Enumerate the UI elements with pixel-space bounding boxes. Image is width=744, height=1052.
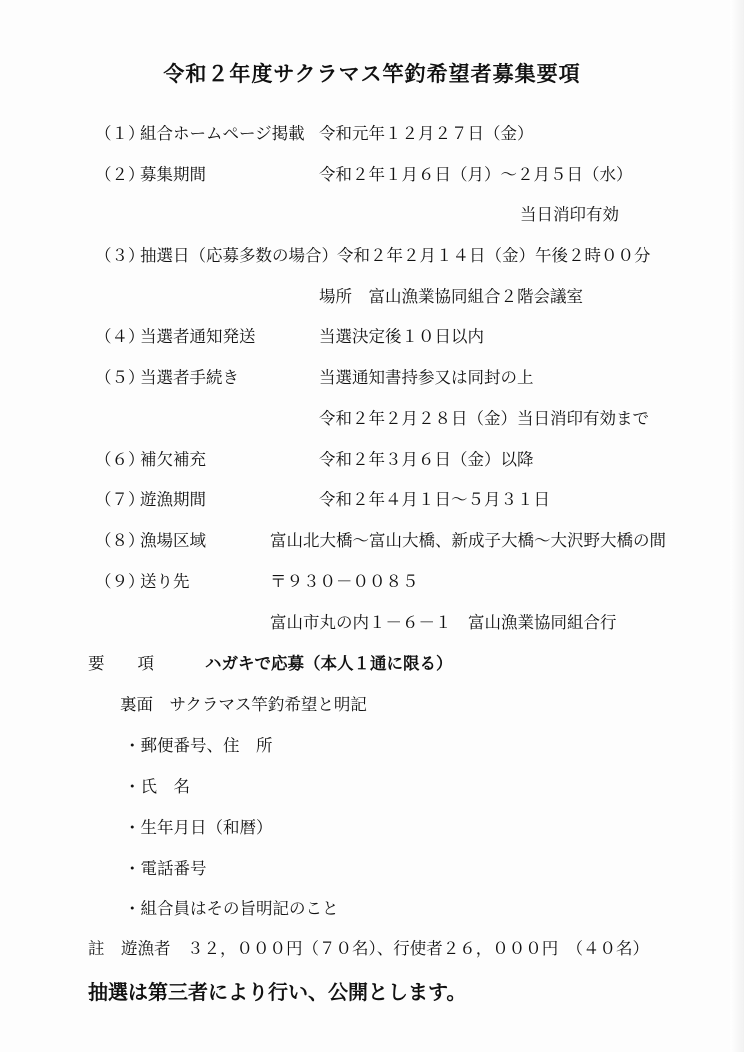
requirement-member-note: ・組合員はその旨明記のこと xyxy=(124,899,339,918)
closing-statement: 抽選は第三者により行い、公開とします。 xyxy=(88,980,467,1004)
item-1-value: 令和元年１２月２７日（金） xyxy=(319,124,534,143)
fee-note: 註 遊漁者 ３２，０００円（７０名）、行使者２６，０００円 （４０名） xyxy=(88,939,649,958)
item-6-label: 補欠補充 xyxy=(140,450,206,469)
item-4-value: 当選決定後１０日以内 xyxy=(319,327,484,346)
item-4-label: 当選者通知発送 xyxy=(140,327,256,346)
requirement-phone: ・電話番号 xyxy=(124,859,207,878)
item-5-label: 当選者手続き xyxy=(140,368,239,387)
item-6-value: 令和２年３月６日（金）以降 xyxy=(319,450,534,469)
requirements-headline: ハガキで応募（本人１通に限る） xyxy=(205,654,453,673)
document-title: 令和２年度サクラマス竿釣希望者募集要項 xyxy=(163,62,581,86)
item-3-note: 場所 富山漁業協同組合２階会議室 xyxy=(319,287,583,306)
item-3-label: 抽選日（応募多数の場合） xyxy=(140,246,338,265)
item-9-label: 送り先 xyxy=(140,572,190,591)
item-2-value: 令和２年１月６日（月）～２月５日（水） xyxy=(319,165,633,184)
item-4-number: （４） xyxy=(95,327,145,346)
item-3-number: （３） xyxy=(95,246,145,265)
item-6-number: （６） xyxy=(95,450,145,469)
item-7-value: 令和２年４月１日～５月３１日 xyxy=(319,490,550,509)
requirement-name: ・氏 名 xyxy=(124,777,190,796)
item-2-label: 募集期間 xyxy=(140,165,206,184)
scan-edge-shadow xyxy=(730,0,744,1052)
item-8-label: 漁場区域 xyxy=(140,531,206,550)
item-2-note: 当日消印有効 xyxy=(520,205,619,224)
item-7-label: 遊漁期間 xyxy=(140,490,206,509)
item-5-note: 令和２年２月２８日（金）当日消印有効まで xyxy=(319,409,649,428)
item-9-number: （９） xyxy=(95,572,145,591)
item-3-value: 令和２年２月１４日（金）午後２時００分 xyxy=(337,246,651,265)
item-9-address: 富山市丸の内１－６－１ 富山漁業協同組合行 xyxy=(270,613,617,632)
item-8-value: 富山北大橋～富山大橋、新成子大橋～大沢野大橋の間 xyxy=(270,531,666,550)
item-9-postal-code: 〒９３０－００８５ xyxy=(270,572,419,591)
requirements-back-side: 裏面 サクラマス竿釣希望と明記 xyxy=(120,695,367,714)
item-1-number: （１） xyxy=(95,124,145,143)
item-2-number: （２） xyxy=(95,165,145,184)
requirement-postal-address: ・郵便番号、住 所 xyxy=(124,736,273,755)
item-7-number: （７） xyxy=(95,490,145,509)
requirement-birthdate: ・生年月日（和暦） xyxy=(124,818,273,837)
item-1-label: 組合ホームページ掲載 xyxy=(140,124,305,143)
item-8-number: （８） xyxy=(95,531,145,550)
item-5-value: 当選通知書持参又は同封の上 xyxy=(319,368,534,387)
item-5-number: （５） xyxy=(95,368,145,387)
requirements-label: 要 項 xyxy=(88,654,154,673)
